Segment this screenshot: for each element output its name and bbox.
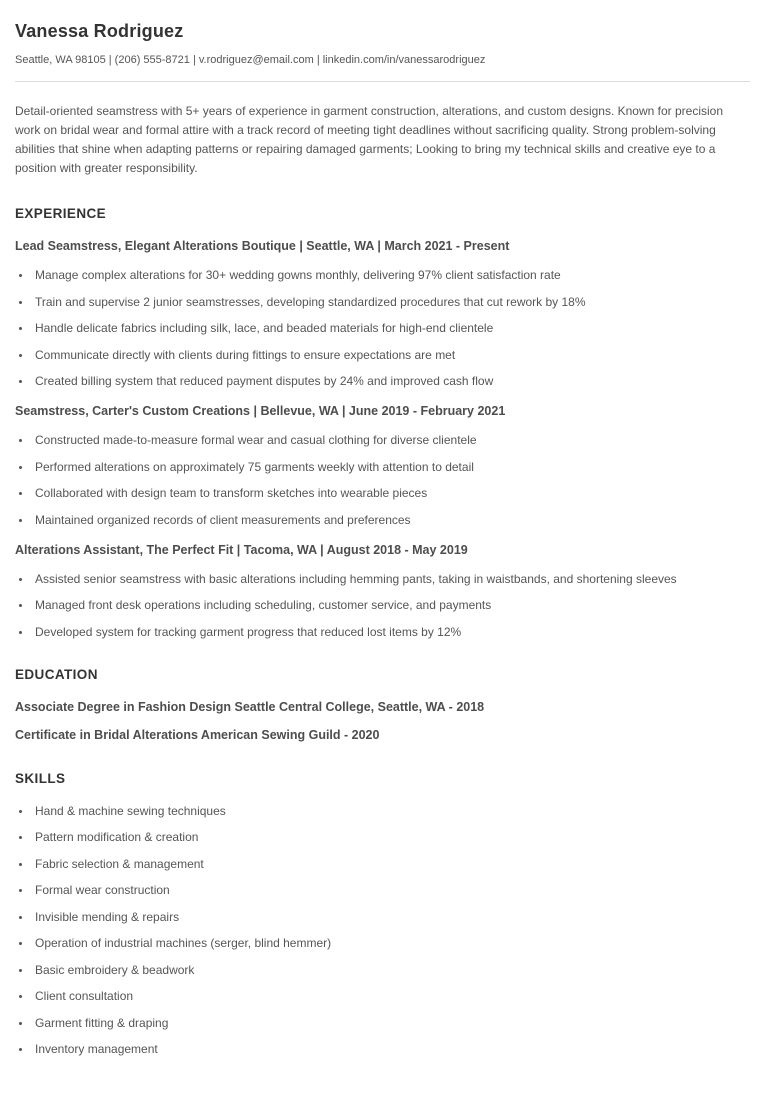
job-bullet: • Handle delicate fabrics including silk, lace, and beaded materials for high-end clientele <box>32 321 750 335</box>
job-bullet: • Created billing system that reduced payment disputes by 24% and improved cash flow <box>32 374 750 388</box>
job-bullet: • Constructed made-to-measure formal wear and casual clothing for diverse clientele <box>32 433 750 447</box>
job-bullet-list <box>15 268 750 388</box>
job-bullet: • Performed alterations on approximately 75 garments weekly with attention to detail <box>32 460 750 474</box>
header-divider <box>15 81 750 82</box>
skill-item: • Garment fitting & draping <box>32 1016 750 1030</box>
resume-header <box>15 20 750 67</box>
job-heading: Lead Seamstress, Elegant Alterations Boutique | Seattle, WA | March 2021 - Present <box>15 239 510 253</box>
job-bullet: • Communicate directly with clients during fittings to ensure expectations are met <box>32 348 750 362</box>
job-bullet: • Manage complex alterations for 30+ wedding gowns monthly, delivering 97% client satisfaction rate <box>32 268 750 282</box>
skill-item: • Formal wear construction <box>32 883 750 897</box>
section-experience <box>15 206 750 639</box>
job-bullet: • Managed front desk operations including scheduling, customer service, and payments <box>32 598 750 612</box>
job-bullet: • Train and supervise 2 junior seamstresses, developing standardized procedures that cut rework by 18% <box>32 295 750 309</box>
experience-entry <box>15 239 750 388</box>
section-heading-experience: EXPERIENCE <box>15 206 107 221</box>
skill-item: • Inventory management <box>32 1042 750 1056</box>
education-entry: Certificate in Bridal Alterations American Sewing Guild - 2020 <box>15 727 380 742</box>
job-bullet-list <box>15 572 750 639</box>
skill-item: • Fabric selection & management <box>32 857 750 871</box>
job-bullet: • Collaborated with design team to transform sketches into wearable pieces <box>32 486 750 500</box>
experience-entry <box>15 543 750 639</box>
skill-item: • Client consultation <box>32 989 750 1003</box>
skills-list <box>15 804 750 1057</box>
job-bullet: • Assisted senior seamstress with basic alterations including hemming pants, taking in waistbands, and shortening sleeves <box>32 572 750 586</box>
job-heading: Alterations Assistant, The Perfect Fit | Tacoma, WA | August 2018 - May 2019 <box>15 542 468 557</box>
skill-item: • Hand & machine sewing techniques <box>32 804 750 818</box>
skill-item: • Operation of industrial machines (serger, blind hemmer) <box>32 936 750 950</box>
education-entry: Associate Degree in Fashion Design Seattle Central College, Seattle, WA - 2018 <box>15 699 485 714</box>
job-bullet-list <box>15 433 750 527</box>
section-education <box>15 667 750 743</box>
professional-summary: Detail-oriented seamstress with 5+ years of experience in garment construction, alterations, and custom designs. Known for precision work on bridal wear and formal attire with a track record of meeting tight deadlines without sacrificing quality. Strong problem-solving abilities that shine when adapting patterns or repairing damaged garments; Looking to bring my technical skills and creative eye to a position with greater responsibility. <box>15 104 724 175</box>
job-heading: Seamstress, Carter's Custom Creations | Bellevue, WA | June 2019 - February 2021 <box>15 404 506 418</box>
job-bullet: • Developed system for tracking garment progress that reduced lost items by 12% <box>32 625 750 639</box>
skill-item: • Invisible mending & repairs <box>32 910 750 924</box>
skill-item: • Pattern modification & creation <box>32 830 750 844</box>
job-bullet: • Maintained organized records of client measurements and preferences <box>32 513 750 527</box>
section-heading-skills: SKILLS <box>15 770 66 786</box>
skill-item: • Basic embroidery & beadwork <box>32 963 750 977</box>
section-heading-education: EDUCATION <box>15 666 98 682</box>
experience-entry <box>15 404 750 527</box>
contact-info: Seattle, WA 98105 | (206) 555-8721 | v.rodriguez@email.com | linkedin.com/in/vanessarodriguez <box>15 54 486 66</box>
candidate-name: Vanessa Rodriguez <box>15 21 184 41</box>
section-skills <box>15 771 750 1057</box>
